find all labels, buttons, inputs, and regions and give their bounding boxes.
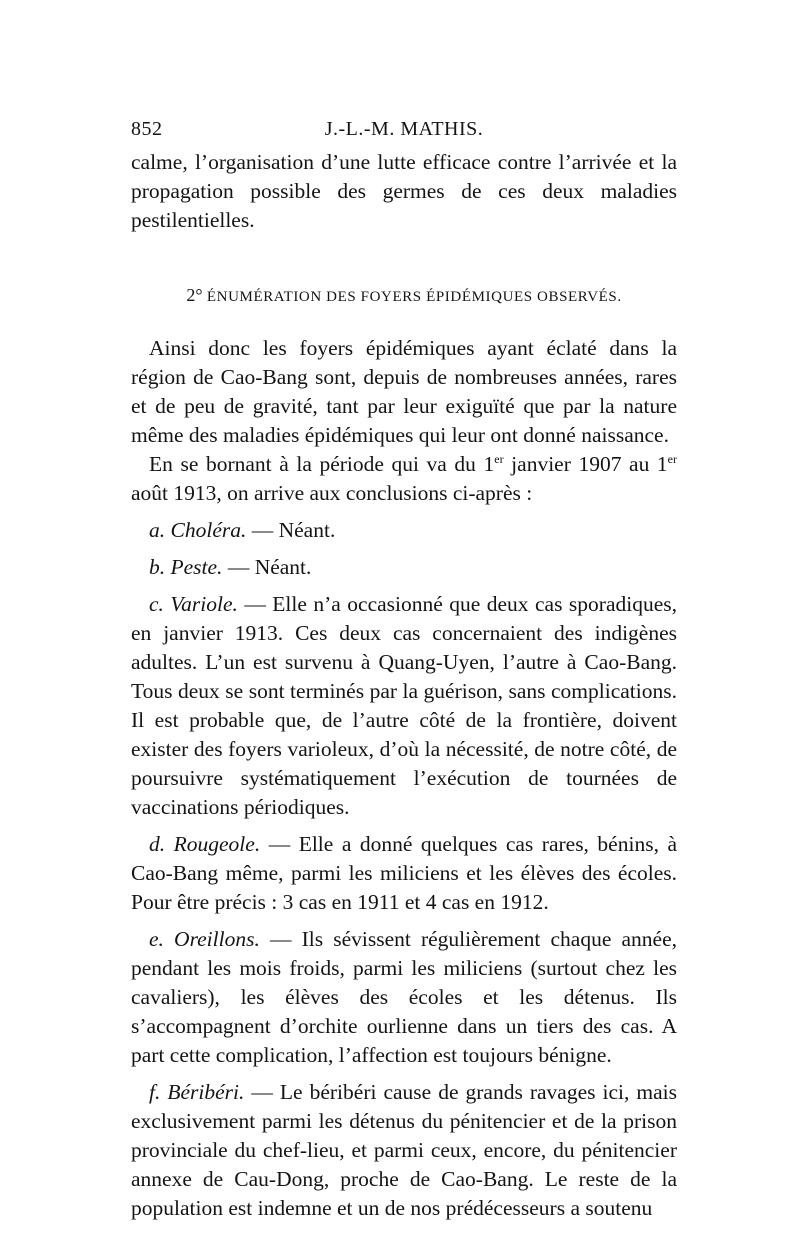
page-header [131, 118, 677, 146]
page-body [131, 148, 677, 1223]
paragraph-foyers: Ainsi donc les foyers épidémiques ayant éclaté dans la région de Cao-Bang sont, depuis de nombreuses années, rares et de peu de gravité, tant par leur exiguïté que par la nature même des maladies épidémiques qui leur ont donné naissance. [131, 336, 677, 447]
item-text: — Néant. [222, 555, 312, 579]
item-label: c. Variole. [149, 592, 238, 616]
running-title: J.-L.-M. MATHIS. [324, 118, 484, 140]
item-rougeole [131, 830, 677, 917]
period-text-1: En se bornant à la période qui va du 1 [149, 452, 495, 476]
superscript-1: er [494, 451, 504, 466]
period-text-3: août 1913, on arrive aux conclusions ci-après : [131, 481, 533, 505]
item-text: — Elle n’a occasionné que deux cas sporadiques, en janvier 1913. Ces deux cas concernaient des indigènes adultes. L’un est survenu à Quang-Uyen, l’autre à Cao-Bang. Tous deux se sont terminés par la guérison, sans complications. Il est probable que, de l’autre côté de la frontière, doivent exister des foyers varioleux, d’où la nécessité, de notre côté, de poursuivre systématiquement l’exécution de tournées de vaccinations périodiques. [131, 592, 677, 819]
section-heading [131, 281, 677, 312]
period-text-2: janvier 1907 au 1 [503, 452, 668, 476]
paragraph-periode [131, 450, 677, 508]
item-label: b. Peste. [149, 555, 223, 579]
item-beriberi [131, 1078, 677, 1223]
section-title: ÉNUMÉRATION DES FOYERS ÉPIDÉMIQUES OBSERVÉS. [206, 289, 622, 305]
section-number: 2° [186, 285, 203, 305]
item-text: — Néant. [246, 518, 336, 542]
item-variole [131, 590, 677, 822]
item-peste [131, 553, 677, 582]
item-label: a. Choléra. [149, 518, 247, 542]
item-label: d. Rougeole. [149, 832, 261, 856]
item-text: — Elle a donné quelques cas rares, bénins, à Cao-Bang même, parmi les miliciens et les élèves des écoles. Pour être précis : 3 cas en 1911 et 4 cas en 1912. [131, 832, 677, 914]
item-text: — Le béribéri cause de grands ravages ici, mais exclusivement parmi les détenus du pénitencier et de la prison provinciale du chef-lieu, et parmi ceux, encore, du pénitencier annexe de Cau-Dong, proche de Cao-Bang. Le reste de la population est indemne et un de nos prédécesseurs a soutenu [131, 1080, 677, 1220]
intro-paragraph: calme, l’organisation d’une lutte efficace contre l’arrivée et la propagation possible des germes de ces deux maladies pestilentielles. [131, 150, 677, 232]
item-text: — Ils sévissent régulièrement chaque année, pendant les mois froids, parmi les miliciens (surtout chez les cavaliers), les élèves des écoles et les détenus. Ils s’accompagnent d’orchite ourlienne dans un tiers des cas. A part cette complication, l’affection est toujours bénigne. [131, 927, 677, 1067]
item-label: f. Béribéri. [149, 1080, 245, 1104]
item-oreillons [131, 925, 677, 1070]
item-label: e. Oreillons. [149, 927, 260, 951]
superscript-2: er [667, 451, 677, 466]
item-cholera [131, 516, 677, 545]
page-number: 852 [131, 118, 163, 140]
